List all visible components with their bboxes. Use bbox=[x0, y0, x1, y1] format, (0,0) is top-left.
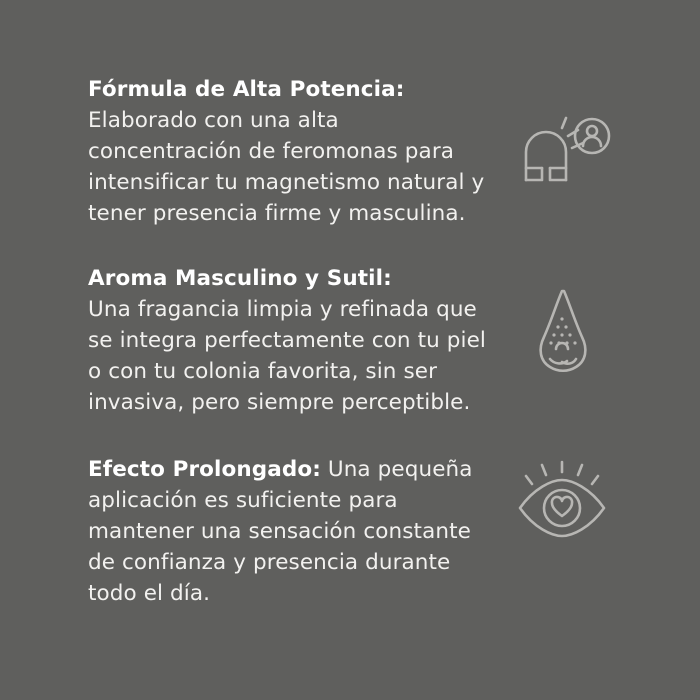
feature-body: Una fragancia limpia y refinada que se integra perfectamente con tu piel o con tu colonia favorita, sin ser invasiva, pero siempre perceptible. bbox=[88, 297, 486, 415]
feature-text bbox=[88, 454, 488, 609]
feature-item bbox=[88, 454, 618, 609]
feature-title: Efecto Prolongado: bbox=[88, 457, 321, 482]
nose-scent-icon bbox=[510, 283, 614, 387]
features-container bbox=[88, 74, 618, 609]
feature-body: Una pequeña aplicación es suficiente para mantener una sensación constante de confianza y presencia durante todo el día. bbox=[88, 457, 473, 606]
feature-text bbox=[88, 74, 488, 229]
feature-title: Aroma Masculino y Sutil: bbox=[88, 266, 392, 291]
magnet-person-icon bbox=[512, 106, 616, 210]
feature-item bbox=[88, 74, 618, 229]
feature-title: Fórmula de Alta Potencia: bbox=[88, 77, 405, 102]
feature-item bbox=[88, 263, 618, 418]
feature-body: Elaborado con una alta concentración de feromonas para intensificar tu magnetismo natural y tener presencia firme y masculina. bbox=[88, 108, 485, 226]
eye-heart-icon bbox=[510, 450, 614, 554]
feature-text bbox=[88, 263, 488, 418]
